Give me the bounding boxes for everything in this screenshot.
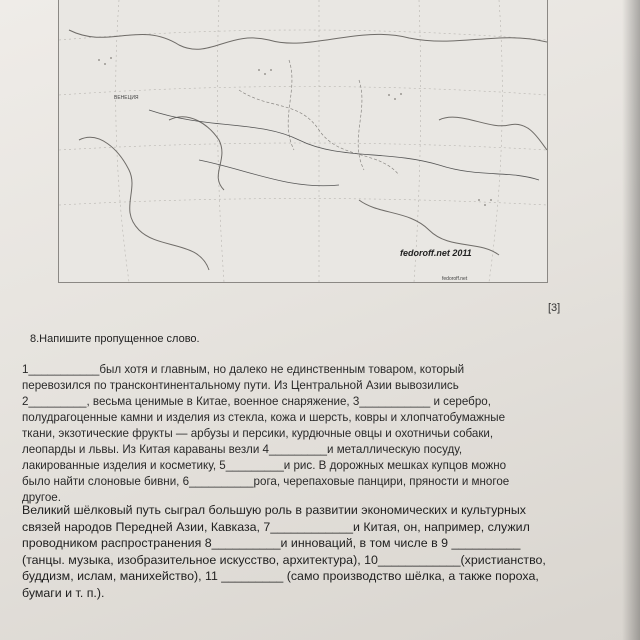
paragraph-2: [22, 502, 610, 601]
paragraph-2-line: проводником распространения 8__________и инноваций, в том числе в 9 __________: [22, 536, 521, 550]
map-credit-small: fedoroff.net: [442, 276, 468, 282]
paragraph-1-line: ткани, экзотические фрукты — арбузы и персики, курдючные овцы и охотничьи собаки,: [22, 427, 494, 440]
paragraph-2-line: связей народов Передней Азии, Кавказа, 7____________и Китая, он, например, служил: [22, 519, 530, 534]
paragraph-1: [22, 362, 610, 506]
paragraph-1-line: 2_________, весьма ценимые в Китае, военное снаряжение, 3___________ и серебро,: [22, 395, 491, 408]
map-routes: [149, 110, 539, 186]
paragraph-1-line: 1___________был хотя и главным, но далеко не единственным товаром, который: [22, 363, 465, 376]
paragraph-2-line: буддизм, ислам, манихейство), 11 _________ (само производство шёлка, а также пороха,: [22, 569, 539, 583]
score-mark: [3]: [548, 302, 561, 314]
map-label: ВЕНЕЦИЯ: [114, 95, 139, 101]
paragraph-1-line: леопарды и львы. Из Китая караваны везли 4_________и металлическую посуду,: [22, 443, 463, 456]
paragraph-2-line: бумаги и т. п.).: [22, 585, 105, 600]
paragraph-1-line: лакированные изделия и косметику, 5_________и рис. В дорожных мешках купцов можно: [22, 459, 507, 472]
question-title: 8.Напишите пропущенное слово.: [30, 333, 200, 345]
paragraph-1-line: другое.: [22, 491, 61, 504]
page-fold-shadow: [622, 0, 640, 640]
paragraph-1-line: было найти слоновые бивни, 6__________рога, черепаховые панцири, пряности и многое: [22, 475, 510, 488]
silk-road-map: [58, 0, 548, 283]
paragraph-1-line: полудрагоценные камни и изделия из стекла, кожа и шерсть, ковры и хлопчатобумажные: [22, 411, 506, 424]
map-credit: fedoroff.net 2011: [400, 248, 472, 258]
map-coastlines: [69, 30, 547, 270]
map-drawing: [59, 0, 547, 282]
paragraph-1-line: перевозился по трансконтинентальному пути. Из Центральной Азии вывозились: [22, 379, 459, 392]
paragraph-2-line: Великий шёлковый путь сыграл большую роль в развитии экономических и культурных: [22, 503, 526, 517]
map-borders: [239, 60, 399, 175]
paragraph-2-line: (танцы. музыка, изобразительное искусство, архитектура), 10____________(христианство,: [22, 552, 546, 567]
